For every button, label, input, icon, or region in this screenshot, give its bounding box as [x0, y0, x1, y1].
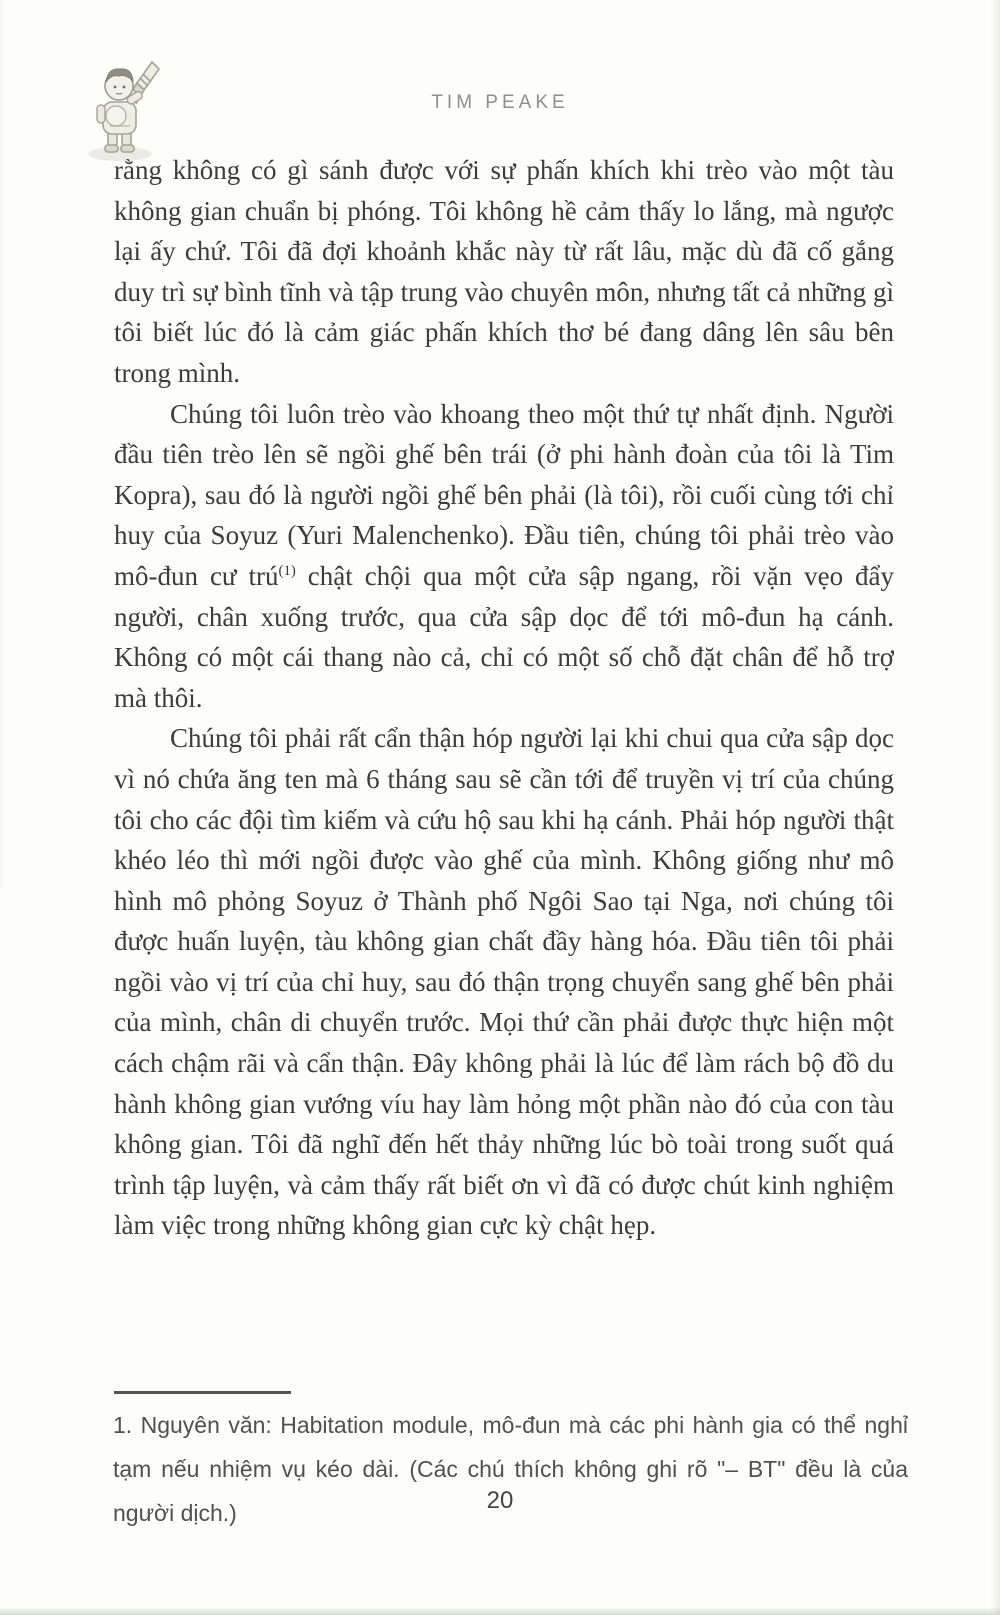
paragraph-3: Chúng tôi phải rất cẩn thận hóp người lại khi chui qua cửa sập dọc vì nó chứa ăng ten mà 6 tháng sau sẽ cần tới để truyền vị trí của chúng tôi cho các đội tìm kiếm và cứu hộ sau khi hạ cánh. Phải hóp người thật khéo léo thì mới ngồi được vào ghế của mình. Không giống như mô hình mô phỏng Soyuz ở Thành phố Ngôi Sao tại Nga, nơi chúng tôi được huấn luyện, tàu không gian chất đầy hàng hóa. Đầu tiên tôi phải ngồi vào vị trí của chỉ huy, sau đó thận trọng chuyển sang ghế bên phải của mình, chân di chuyển trước. Mọi thứ cần phải được thực hiện một cách chậm rãi và cẩn thận. Đây không phải là lúc để làm rách bộ đồ du hành không gian vướng víu hay làm hỏng một phần nào đó của con tàu không gian. Tôi đã nghĩ đến hết thảy những lúc bò toài trong suốt quá trình tập luyện, và cảm thấy rất biết ơn vì đã có được chút kinh nghiệm làm việc trong những không gian cực kỳ chật hẹp. — [114, 723, 894, 1241]
scan-edge-right — [990, 0, 1000, 1615]
scan-edge-bottom — [0, 1607, 1000, 1615]
body-text — [114, 150, 894, 1246]
paragraph-2-text: Chúng tôi luôn trèo vào khoang theo một thứ tự nhất định. Người đầu tiên trèo lên sẽ ngồi ghế bên trái (ở phi hành đoàn của tôi là Tim Kopra), sau đó là người ngồi ghế bên phải (là tôi), rồi cuối cùng tới chỉ huy của Soyuz (Yuri Malenchenko). Đầu tiên, chúng tôi phải trèo vào mô-đun cư trú — [114, 398, 894, 591]
footnote-separator — [114, 1391, 291, 1394]
running-title: TIM PEAKE — [431, 92, 569, 113]
page-number: 20 — [486, 1487, 514, 1514]
paragraph-2 — [114, 394, 894, 719]
paragraph-2-text-continued: chật chội qua một cửa sập ngang, rồi vặn vẹo đẩy người, chân xuống trước, qua cửa sập dọc để tới mô-đun hạ cánh. Không có một cái thang nào cả, chỉ có một số chỗ đặt chân để hỗ trợ mà thôi. — [114, 560, 894, 713]
scan-edge-left — [0, 0, 6, 888]
footnote-text: 1. Nguyên văn: Habitation module, mô-đun mà các phi hành gia có thể nghỉ tạm nếu nhiệm vụ kéo dài. (Các chú thích không ghi rõ "– BT" đều là của người dịch.) — [113, 1412, 908, 1526]
footnote-marker: (1) — [278, 562, 296, 579]
paragraph-1: rằng không có gì sánh được với sự phấn khích khi trèo vào một tàu không gian chuẩn bị phóng. Tôi không hề cảm thấy lo lắng, mà ngược lại ấy chứ. Tôi đã đợi khoảnh khắc này từ rất lâu, mặc dù đã cố gắng duy trì sự bình tĩnh và tập trung vào chuyên môn, nhưng tất cả những gì tôi biết lúc đó là cảm giác phấn khích thơ bé đang dâng lên sâu bên trong mình. — [114, 155, 894, 388]
footnote — [113, 1403, 908, 1535]
